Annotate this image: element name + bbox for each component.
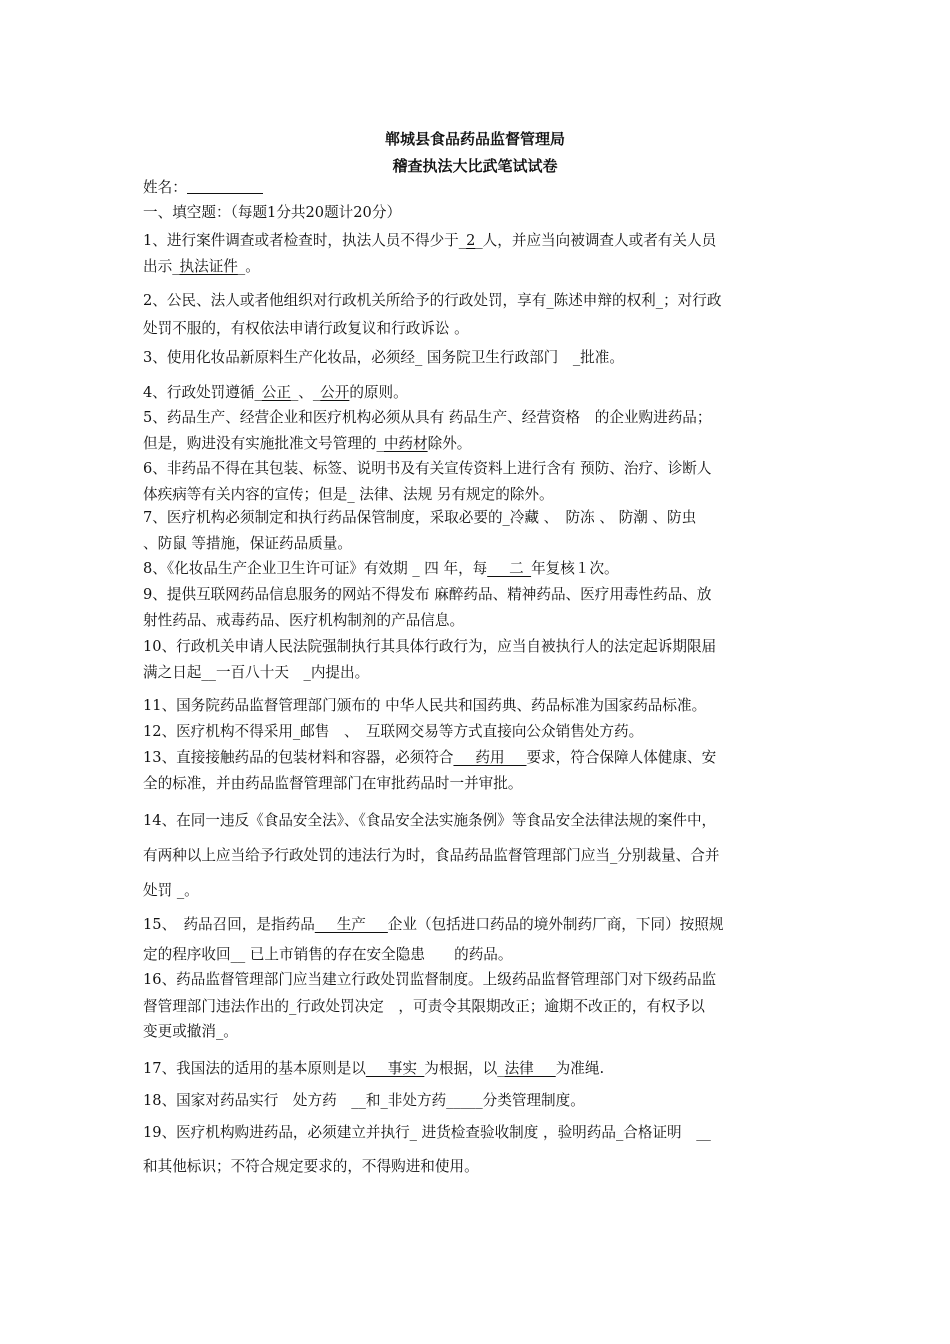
question-line — [143, 1088, 815, 1114]
question-text: 12、医疗机构不得采用_邮售 、 互联网交易等方式直接向公众销售处方药。 — [143, 723, 644, 740]
question-text: 3、使用化妆品新原料生产化妆品，必须经_ 国务院卫生行政部门 _批准。 — [143, 349, 624, 366]
question-text: 15、 药品召回，是指药品 — [143, 916, 315, 933]
question-text: 10、行政机关申请人民法院强制执行其具体行政行为，应当自被执行人的法定起诉期限届 — [143, 638, 717, 655]
question-line — [143, 582, 815, 608]
name-label: 姓名： — [143, 179, 187, 196]
question-text: 处罚不服的，有权依法申请行政复议和行政诉讼 。 — [143, 320, 469, 337]
question-text: 18、国家对药品实行 处方药 __和_非处方药_____分类管理制度。 — [143, 1092, 585, 1109]
question-line — [143, 878, 815, 904]
question-line — [143, 505, 815, 531]
question-text: 5、药品生产、经营企业和医疗机构必须从具有 药品生产、经营资格 的企业购进药品； — [143, 409, 712, 426]
answer-text: ___二_ — [487, 560, 532, 577]
question-line — [143, 693, 815, 719]
question-text: 有两种以上应当给予行政处罚的违法行为时，食品药品监督管理部门应当_分别裁量、合并 — [143, 847, 720, 864]
question-text: 射性药品、戒毒药品、医疗机构制剂的产品信息。 — [143, 612, 465, 629]
question-text: _、_ — [290, 384, 321, 401]
question-line — [143, 994, 815, 1020]
question-line — [143, 608, 815, 634]
question-line — [143, 228, 815, 254]
answer-text: 公开 — [320, 384, 350, 401]
question-line — [143, 556, 815, 582]
question-text: 要求，符合保障人体健康、安 — [526, 749, 717, 766]
question-line — [143, 942, 815, 968]
question-text: 督管理部门违法作出的_行政处罚决定 ，可责令其限期改正；逾期不改正的，有权予以 — [143, 998, 705, 1015]
question-text: 企业（包括进口药品的境外制药厂商，下同）按照规 — [387, 916, 724, 933]
question-text: 处罚 _。 — [143, 882, 199, 899]
question-text: 满之日起__一百八十天 _内提出。 — [143, 664, 370, 681]
question-line — [143, 771, 815, 797]
question-text: 9、提供互联网药品信息服务的网站不得发布 麻醉药品、精神药品、医疗用毒性药品、放 — [143, 586, 712, 603]
question-text: 4、行政处罚遵循_ — [143, 384, 262, 401]
question-line — [143, 634, 815, 660]
answer-text: 执法证件 — [179, 258, 238, 275]
answer-text: 公正 — [261, 384, 291, 401]
question-line — [143, 380, 815, 406]
answer-text: ___事实_ — [365, 1060, 425, 1077]
question-line — [143, 745, 815, 771]
question-line — [143, 405, 815, 431]
question-line — [143, 316, 815, 342]
answer-text: ___生产___ — [314, 916, 388, 933]
answer-text: ___药用___ — [453, 749, 527, 766]
question-text: 年复核１次。 — [531, 560, 619, 577]
question-line — [143, 719, 815, 745]
answer-text: 2 — [466, 232, 476, 249]
question-text: 7、医疗机构必须制定和执行药品保管制度，采取必要的_冷藏 、 防冻 、 防潮 、防虫 — [143, 509, 697, 526]
question-line — [143, 1056, 815, 1082]
question-text: 、防鼠 等措施，保证药品质量。 — [143, 535, 352, 552]
question-text: 全的标准，并由药品监督管理部门在审批药品时一并审批。 — [143, 775, 523, 792]
question-text: 和其他标识；不符合规定要求的，不得购进和使用。 — [143, 1158, 479, 1175]
question-text: 14、在同一违反《食品安全法》、《食品安全法实施条例》等食品安全法律法规的案件中， — [143, 812, 717, 829]
question-line — [143, 254, 815, 280]
question-text: 的原则。 — [349, 384, 408, 401]
question-text: 但是，购进没有实施批准文号管理的_ — [143, 435, 384, 452]
question-line — [143, 843, 815, 869]
question-text: 17、我国法的适用的基本原则是以 — [143, 1060, 366, 1077]
question-text: 为根据，以_ — [424, 1060, 505, 1077]
question-text: 出示_ — [143, 258, 180, 275]
question-line — [143, 808, 815, 834]
name-field — [143, 175, 815, 201]
question-text: 定的程序收回__ 已上市销售的存在安全隐患 的药品。 — [143, 946, 513, 963]
question-line — [143, 1019, 815, 1045]
question-line — [143, 531, 815, 557]
name-blank — [187, 179, 263, 194]
question-line — [143, 1154, 815, 1180]
question-text: 11、国务院药品监督管理部门颁布的 中华人民共和国药典、药品标准为国家药品标准。 — [143, 697, 707, 714]
question-line — [143, 456, 815, 482]
question-text: 体疾病等有关内容的宣传；但是_ 法律、法规 另有规定的除外。 — [143, 486, 554, 503]
question-text: 除外。 — [427, 435, 472, 452]
document-title: 郸城县食品药品监督管理局 — [384, 130, 565, 148]
question-text: 19、医疗机构购进药品，必须建立并执行_ 进货检查验收制度 ，验明药品_合格证明 __ — [143, 1124, 711, 1141]
question-line — [143, 431, 815, 457]
question-line — [143, 912, 815, 938]
question-text: 16、药品监督管理部门应当建立行政处罚监督制度。上级药品监督管理部门对下级药品监 — [143, 971, 717, 988]
question-line — [143, 967, 815, 993]
question-line — [143, 1120, 815, 1146]
question-text: 为准绳. — [555, 1060, 605, 1077]
question-text: 8、《化妆品生产企业卫生许可证》有效期 _ 四 年，每 — [143, 560, 488, 577]
answer-text: 中药材 — [383, 435, 428, 452]
question-text: 2、公民、法人或者他组织对行政机关所给予的行政处罚，享有_陈述申辩的权利_；对行政 — [143, 292, 722, 309]
question-line — [143, 288, 815, 314]
question-line — [143, 345, 815, 371]
question-text: 13、直接接触药品的包装材料和容器，必须符合 — [143, 749, 454, 766]
question-text: _人，并应当向被调查人或者有关人员 — [475, 232, 717, 249]
question-text: 6、非药品不得在其包装、标签、说明书及有关宣传资料上进行含有 预防、治疗、诊断人 — [143, 460, 712, 477]
document-subtitle: 稽查执法大比武笔试试卷 — [392, 157, 558, 175]
answer-text: 法律___ — [504, 1060, 556, 1077]
question-text: 变更或撤消_。 — [143, 1023, 238, 1040]
section-heading: 一、填空题：（每题1分共20题计20分） — [143, 204, 402, 221]
question-line — [143, 660, 815, 686]
question-text: 1、进行案件调查或者检查时，执法人员不得少于_ — [143, 232, 467, 249]
question-text: _。 — [237, 258, 260, 275]
